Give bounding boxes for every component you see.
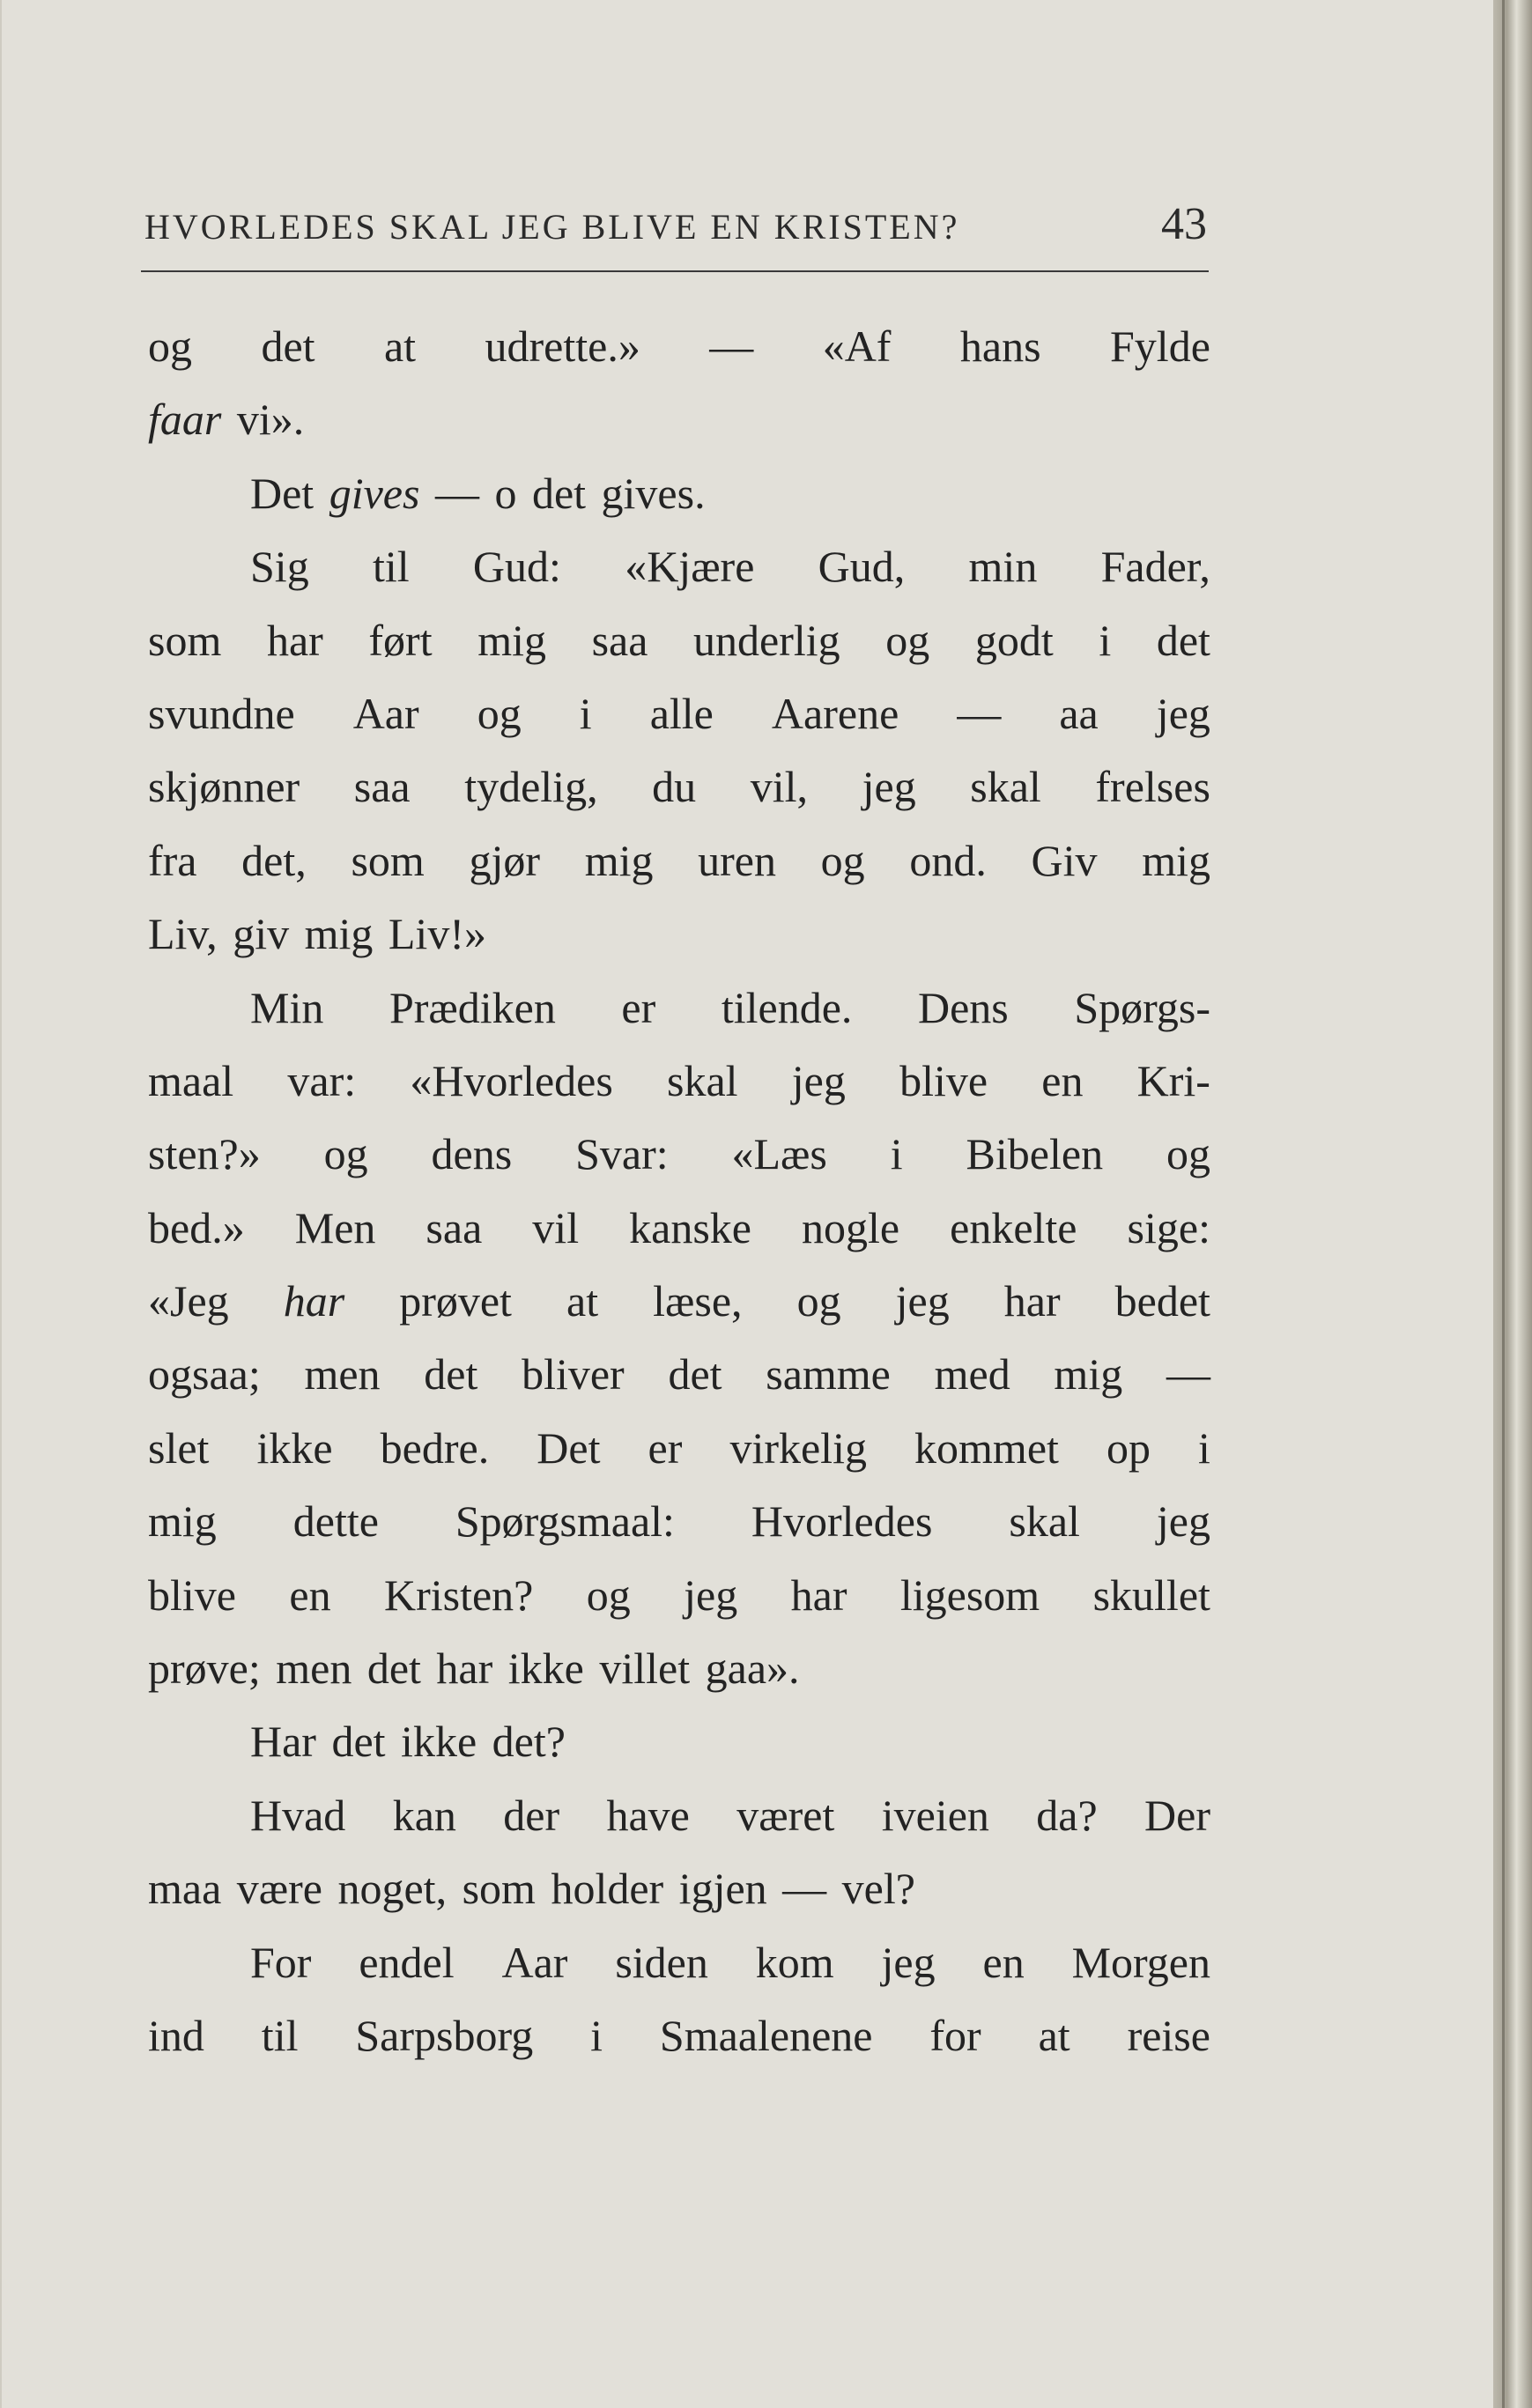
word: kommet xyxy=(914,1422,1059,1473)
word: tilende. xyxy=(721,982,853,1032)
word: Kristen? xyxy=(383,1570,534,1620)
word: mig xyxy=(1054,1349,1123,1400)
word: Aar xyxy=(352,688,419,738)
word: mig xyxy=(148,1496,217,1547)
word: ikke xyxy=(401,1717,477,1767)
word: svundne xyxy=(148,688,295,738)
word: noget, xyxy=(337,1864,448,1914)
word: at xyxy=(383,321,417,371)
word: kom xyxy=(755,1937,834,1987)
word: har xyxy=(790,1570,847,1620)
word: «Hvorledes xyxy=(410,1055,613,1105)
text-line xyxy=(148,310,1210,383)
word: og xyxy=(1166,1129,1210,1179)
word: skal xyxy=(1009,1496,1080,1547)
word: har xyxy=(436,1643,493,1694)
word: Sig xyxy=(250,542,309,592)
word: Giv xyxy=(1031,835,1098,885)
word: saa xyxy=(426,1202,483,1252)
word: Prædiken xyxy=(389,982,556,1032)
word: vil xyxy=(532,1202,580,1252)
text-line xyxy=(148,1118,1210,1191)
word: «Læs xyxy=(731,1129,827,1179)
word: læse, xyxy=(653,1276,743,1326)
word: saa xyxy=(591,615,648,665)
word: Gud: xyxy=(472,542,561,592)
word: for xyxy=(929,2010,981,2060)
word: Det xyxy=(537,1422,601,1473)
word: ond. xyxy=(909,835,987,885)
word: gives. xyxy=(601,468,706,518)
word: da? xyxy=(1036,1790,1098,1840)
text-line xyxy=(148,897,1210,971)
word: bliver xyxy=(522,1349,625,1400)
word: der xyxy=(503,1790,560,1840)
word: vel? xyxy=(841,1864,915,1914)
word: tydelig, xyxy=(464,762,598,812)
word: bed.» xyxy=(148,1202,245,1252)
word: i xyxy=(890,1129,903,1179)
word: i xyxy=(579,688,592,738)
word: maa xyxy=(148,1864,222,1914)
header-rule xyxy=(141,270,1209,272)
word: Der xyxy=(1144,1790,1210,1840)
word: udrette.» xyxy=(485,321,640,371)
word: gaa». xyxy=(705,1643,800,1694)
word: maal xyxy=(148,1055,234,1105)
text-line xyxy=(148,530,1210,603)
word: vil, xyxy=(750,762,809,812)
running-head: HVORLEDES SKAL JEG BLIVE EN KRISTEN? xyxy=(144,207,960,247)
word: fra xyxy=(148,835,197,885)
word: det xyxy=(1156,615,1210,665)
word: prøve; xyxy=(148,1643,261,1694)
word: Spørgsmaal: xyxy=(455,1496,675,1547)
text-line xyxy=(148,971,1210,1045)
word: en xyxy=(289,1570,331,1620)
word: det xyxy=(424,1349,478,1400)
word: vi». xyxy=(236,395,305,445)
word: skjønner xyxy=(148,762,300,812)
word: har xyxy=(283,1276,345,1326)
word: hans xyxy=(959,321,1041,371)
word: dette xyxy=(292,1496,379,1547)
word: men xyxy=(304,1349,381,1400)
word: mig xyxy=(304,909,374,959)
word: — xyxy=(709,321,754,371)
word: blive xyxy=(148,1570,236,1620)
word: villet xyxy=(599,1643,691,1694)
word: Liv, xyxy=(148,909,218,959)
word: holder xyxy=(551,1864,664,1914)
word: med xyxy=(934,1349,1010,1400)
word: i xyxy=(1099,615,1112,665)
word: Har xyxy=(250,1717,316,1767)
word: jeg xyxy=(1156,688,1210,738)
word: det xyxy=(261,321,315,371)
word: «Kjære xyxy=(625,542,755,592)
text-line xyxy=(148,604,1210,677)
word: det xyxy=(331,1717,386,1767)
word: og xyxy=(820,835,865,885)
word: — xyxy=(434,468,479,518)
text-line xyxy=(148,1412,1210,1485)
word: har xyxy=(266,615,323,665)
text-line xyxy=(148,1559,1210,1632)
word: — xyxy=(957,688,1002,738)
body-text xyxy=(148,310,1210,2072)
word: frelses xyxy=(1095,762,1210,812)
word: saa xyxy=(353,762,411,812)
word: Smaalenene xyxy=(659,2010,873,2060)
text-line xyxy=(148,677,1210,750)
page-number: 43 xyxy=(1161,199,1207,249)
word: underlig xyxy=(693,615,840,665)
word: ført xyxy=(368,615,433,665)
word: Hvorledes xyxy=(751,1496,933,1547)
word: skal xyxy=(667,1055,738,1105)
word: men xyxy=(276,1643,352,1694)
word: ligesom xyxy=(899,1570,1040,1620)
word: jeg xyxy=(791,1055,846,1105)
word: ikke xyxy=(507,1643,584,1694)
word: Dens xyxy=(917,982,1009,1032)
text-line xyxy=(148,1779,1210,1852)
word: som xyxy=(148,615,222,665)
word: en xyxy=(1041,1055,1084,1105)
word: alle xyxy=(649,688,714,738)
text-line xyxy=(148,457,1210,530)
word: ind xyxy=(148,2010,204,2060)
word: Fylde xyxy=(1110,321,1210,371)
word: enkelte xyxy=(950,1202,1077,1252)
word: sige: xyxy=(1127,1202,1210,1252)
word: «Jeg xyxy=(148,1276,229,1326)
word: ogsaa; xyxy=(148,1349,261,1400)
word: godt xyxy=(974,615,1054,665)
text-line xyxy=(148,1999,1210,2072)
word: du xyxy=(652,762,697,812)
text-line xyxy=(148,1338,1210,1411)
word: det xyxy=(366,1643,421,1694)
word: virkelig xyxy=(729,1422,867,1473)
word: siden xyxy=(615,1937,708,1987)
word: Liv!» xyxy=(388,909,486,959)
word: jeg xyxy=(895,1276,950,1326)
word: Det xyxy=(250,468,315,518)
word: var: xyxy=(287,1055,357,1105)
text-line xyxy=(148,750,1210,824)
text-line xyxy=(148,1265,1210,1338)
word: i xyxy=(1198,1422,1210,1473)
word: nogle xyxy=(802,1202,900,1252)
word: bedet xyxy=(1114,1276,1210,1326)
word: er xyxy=(648,1422,683,1473)
word: og xyxy=(796,1276,841,1326)
word: det xyxy=(531,468,587,518)
word: gives xyxy=(329,468,420,518)
word: jeg xyxy=(684,1570,738,1620)
word: en xyxy=(982,1937,1025,1987)
word: samme xyxy=(766,1349,891,1400)
word: jeg xyxy=(1156,1496,1210,1547)
word: mig xyxy=(584,835,654,885)
word: jeg xyxy=(881,1937,936,1987)
word: Bibelen xyxy=(966,1129,1104,1179)
page-edge xyxy=(1493,0,1532,2408)
word: som xyxy=(462,1864,536,1914)
word: Svar: xyxy=(575,1129,669,1179)
word: til xyxy=(372,542,410,592)
word: bedre. xyxy=(380,1422,490,1473)
word: skal xyxy=(970,762,1041,812)
word: igjen xyxy=(678,1864,767,1914)
word: Men xyxy=(294,1202,376,1252)
word: dens xyxy=(431,1129,513,1179)
word: «Af xyxy=(822,321,892,371)
word: at xyxy=(566,1276,599,1326)
word: det? xyxy=(492,1717,566,1767)
word: være xyxy=(236,1864,322,1914)
text-line xyxy=(148,383,1210,456)
word: Aar xyxy=(501,1937,568,1987)
text-line xyxy=(148,1045,1210,1118)
word: kan xyxy=(392,1790,456,1840)
word: er xyxy=(621,982,656,1032)
word: mig xyxy=(1142,835,1210,885)
word: har xyxy=(1003,1276,1061,1326)
word: at xyxy=(1038,2010,1070,2060)
word: og xyxy=(586,1570,631,1620)
word: i xyxy=(590,2010,603,2060)
text-line xyxy=(148,824,1210,897)
word: som xyxy=(351,835,425,885)
word: giv xyxy=(233,909,290,959)
word: Spørgs- xyxy=(1074,982,1210,1032)
word: have xyxy=(606,1790,690,1840)
word: Aarene xyxy=(771,688,899,738)
word: skullet xyxy=(1092,1570,1210,1620)
word: Hvad xyxy=(250,1790,346,1840)
word: ikke xyxy=(256,1422,333,1473)
word: Min xyxy=(250,982,324,1032)
page-header xyxy=(144,198,1207,269)
word: det, xyxy=(241,835,307,885)
word: min xyxy=(968,542,1038,592)
word: Gud, xyxy=(818,542,906,592)
word: og xyxy=(885,615,930,665)
word: mig xyxy=(477,615,546,665)
word: aa xyxy=(1059,688,1099,738)
word: o xyxy=(494,468,517,518)
text-line xyxy=(148,1926,1210,1999)
word: faar xyxy=(148,395,222,445)
word: jeg xyxy=(862,762,916,812)
word: Morgen xyxy=(1071,1937,1210,1987)
word: blive xyxy=(899,1055,988,1105)
text-line xyxy=(148,1192,1210,1265)
word: kanske xyxy=(629,1202,751,1252)
word: det xyxy=(668,1349,722,1400)
word: været xyxy=(736,1790,835,1840)
word: og xyxy=(323,1129,368,1179)
word: og xyxy=(477,688,522,738)
word: til xyxy=(261,2010,299,2060)
word: og xyxy=(148,321,192,371)
word: slet xyxy=(148,1422,210,1473)
word: sten?» xyxy=(148,1129,261,1179)
word: gjør xyxy=(469,835,541,885)
word: reise xyxy=(1127,2010,1210,2060)
word: prøvet xyxy=(399,1276,512,1326)
word: — xyxy=(1166,1349,1210,1400)
word: For xyxy=(250,1937,312,1987)
word: — xyxy=(782,1864,827,1914)
text-line xyxy=(148,1705,1210,1778)
text-line xyxy=(148,1632,1210,1705)
word: Kri- xyxy=(1136,1055,1210,1105)
word: endel xyxy=(359,1937,455,1987)
word: iveien xyxy=(881,1790,989,1840)
word: Fader, xyxy=(1100,542,1210,592)
text-line xyxy=(148,1852,1210,1925)
word: uren xyxy=(698,835,776,885)
word: Sarpsborg xyxy=(355,2010,534,2060)
text-line xyxy=(148,1485,1210,1558)
word: op xyxy=(1106,1422,1151,1473)
